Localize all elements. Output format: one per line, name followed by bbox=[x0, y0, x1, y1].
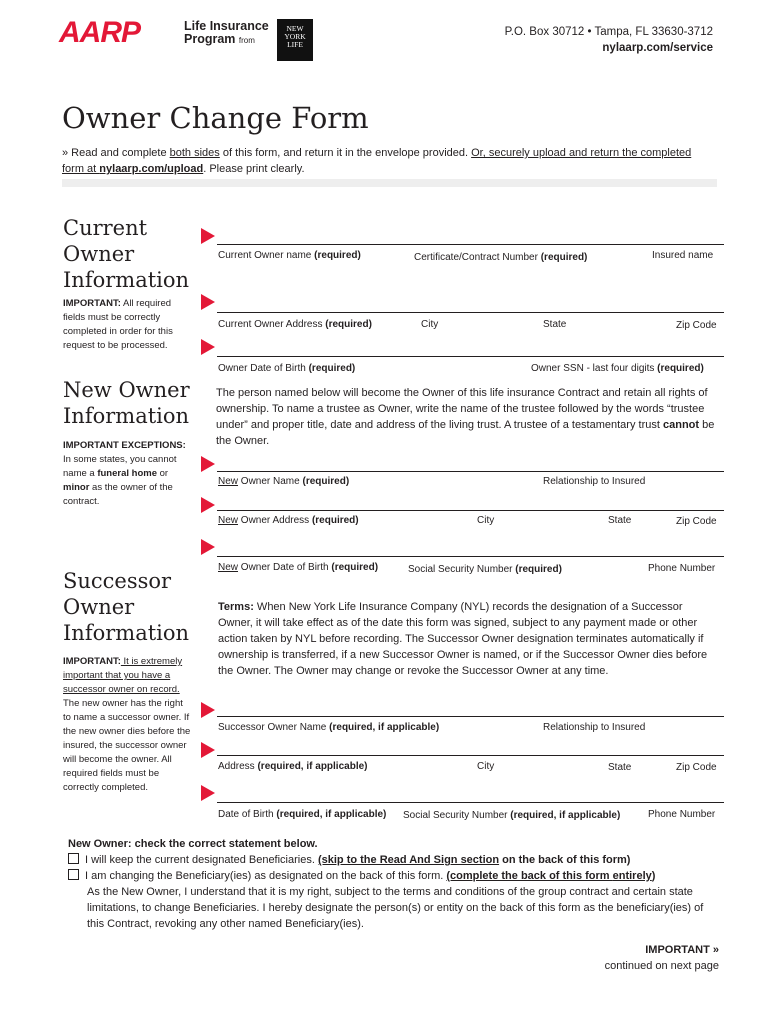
new-owner-name-label: New Owner Name (required) bbox=[218, 476, 350, 487]
arrow-icon bbox=[201, 742, 215, 758]
keep-beneficiaries-checkbox[interactable] bbox=[68, 853, 79, 864]
current-owner-title: Current Owner Information bbox=[63, 216, 190, 292]
new-owner-note: IMPORTANT EXCEPTIONS: In some states, you cannot name a funeral home or minor as the owner of the contract. bbox=[63, 440, 186, 507]
state-label: State bbox=[608, 515, 632, 526]
successor-ssn-label: Social Security Number (required, if applicable) bbox=[403, 810, 621, 821]
page-title: Owner Change Form bbox=[62, 101, 369, 135]
owner-dob-field[interactable] bbox=[217, 356, 724, 357]
current-owner-name-field[interactable] bbox=[217, 244, 724, 245]
arrow-icon bbox=[201, 702, 215, 718]
upload-link[interactable]: nylaarp.com/upload bbox=[99, 163, 204, 175]
zip-label: Zip Code bbox=[676, 320, 717, 331]
successor-address-field[interactable] bbox=[217, 755, 724, 756]
program-logo bbox=[184, 20, 269, 47]
relationship-label: Relationship to Insured bbox=[543, 722, 646, 733]
change-beneficiaries-checkbox[interactable] bbox=[68, 869, 79, 880]
arrow-icon bbox=[201, 497, 215, 513]
new-owner-name-field[interactable] bbox=[217, 471, 724, 472]
successor-note: IMPORTANT: It is extremely important that you have a successor owner on record. The new owner has the right to name a successor owner. If the new owner dies before the insured, the successor owner will become the owner. All required fields must be correctly completed. bbox=[63, 656, 191, 793]
keep-beneficiaries-option[interactable]: I will keep the current designated Beneficiaries. (skip to the Read And Sign section on the back of this form) bbox=[68, 852, 630, 868]
certificate-number-label: Certificate/Contract Number (required) bbox=[414, 252, 588, 263]
new-owner-address-label: New Owner Address (required) bbox=[218, 515, 359, 526]
both-sides: both sides bbox=[169, 147, 220, 159]
service-website[interactable]: nylaarp.com/service bbox=[602, 42, 713, 54]
new-owner-instructions: The person named below will become the Owner of this life insurance Contract and retain all rights of ownership. To name a trustee as Owner, write the name of the trustee followed by the words “trustee under” and proper title, date and address of the living trust. A trustee of a testamentary trust cannot be the Owner. bbox=[216, 387, 715, 447]
arrow-icon bbox=[201, 339, 215, 355]
intro-text: » Read and complete both sides of this form, and return it in the envelope provided. Or, securely upload and return the completed form at nylaarp.com/upload. Please print clearly. bbox=[62, 147, 692, 175]
beneficiary-designation-text: As the New Owner, I understand that it is my right, subject to the terms and conditions of the group contract and certain state limitations, to change Beneficiaries. I hereby designate the person(s) or entity on the back of this form as the beneficiary(ies) of this Contract, revoking any other named Beneficiary(ies). bbox=[87, 886, 704, 930]
current-owner-note: IMPORTANT: All required fields must be correctly completed in order for this request to be processed. bbox=[63, 298, 173, 351]
program-from: from bbox=[238, 36, 255, 45]
successor-terms: Terms: When New York Life Insurance Company (NYL) records the designation of a Successor Owner, it will take effect as of the date this form was signed, subject to any payment made or other action taken by NYL before recording. The Successor Owner designation terminates automatically if ownership is transferred, if a new Successor Owner is named, or if the Successor Owner dies before the Owner. The Owner may change or revoke the Successor Owner at any time. bbox=[218, 601, 708, 677]
current-owner-address-field[interactable] bbox=[217, 312, 724, 313]
phone-label: Phone Number bbox=[648, 563, 716, 574]
program-line2: Program bbox=[184, 32, 236, 46]
city-label: City bbox=[477, 515, 495, 526]
successor-address-label: Address (required, if applicable) bbox=[218, 761, 368, 772]
aarp-logo: AARP bbox=[59, 16, 141, 49]
arrow-icon bbox=[201, 294, 215, 310]
new-owner-ssn-label: Social Security Number (required) bbox=[408, 564, 562, 575]
continued-note: continued on next page bbox=[604, 960, 719, 972]
insured-name-label: Insured name bbox=[652, 250, 714, 261]
successor-name-field[interactable] bbox=[217, 716, 724, 717]
relationship-label: Relationship to Insured bbox=[543, 476, 646, 487]
new-york-life-logo: NEW YORK LIFE bbox=[277, 19, 313, 61]
current-owner-name-label: Current Owner name (required) bbox=[218, 250, 361, 261]
successor-dob-label: Date of Birth (required, if applicable) bbox=[218, 809, 387, 820]
program-line1: Life Insurance bbox=[184, 19, 269, 33]
zip-label: Zip Code bbox=[676, 516, 717, 527]
address-line: P.O. Box 30712 • Tampa, FL 33630-3712 bbox=[504, 26, 713, 38]
successor-dob-field[interactable] bbox=[217, 802, 724, 803]
owner-ssn-label: Owner SSN - last four digits (required) bbox=[531, 363, 704, 374]
change-beneficiaries-option[interactable]: I am changing the Beneficiary(ies) as designated on the back of this form. (complete the back of this form entirely) bbox=[68, 868, 655, 884]
new-owner-dob-field[interactable] bbox=[217, 556, 724, 557]
new-owner-address-field[interactable] bbox=[217, 510, 724, 511]
zip-label: Zip Code bbox=[676, 762, 717, 773]
arrow-icon bbox=[201, 785, 215, 801]
arrow-icon bbox=[201, 539, 215, 555]
arrow-icon bbox=[201, 456, 215, 472]
state-label: State bbox=[608, 762, 632, 773]
phone-label: Phone Number bbox=[648, 809, 716, 820]
return-address bbox=[505, 24, 713, 56]
intro-divider bbox=[62, 179, 717, 187]
state-label: State bbox=[543, 319, 567, 330]
successor-owner-title: Successor Owner Information bbox=[63, 569, 190, 645]
current-owner-address-label: Current Owner Address (required) bbox=[218, 319, 372, 330]
new-owner-title: New Owner Information bbox=[63, 378, 190, 428]
new-owner-dob-label: New Owner Date of Birth (required) bbox=[218, 562, 379, 573]
city-label: City bbox=[421, 319, 439, 330]
owner-dob-label: Owner Date of Birth (required) bbox=[218, 363, 356, 374]
arrow-icon bbox=[201, 228, 215, 244]
successor-name-label: Successor Owner Name (required, if applicable) bbox=[218, 722, 440, 733]
statements-heading: New Owner: check the correct statement below. bbox=[68, 838, 318, 850]
city-label: City bbox=[477, 761, 495, 772]
important-footer: IMPORTANT » bbox=[645, 944, 719, 956]
